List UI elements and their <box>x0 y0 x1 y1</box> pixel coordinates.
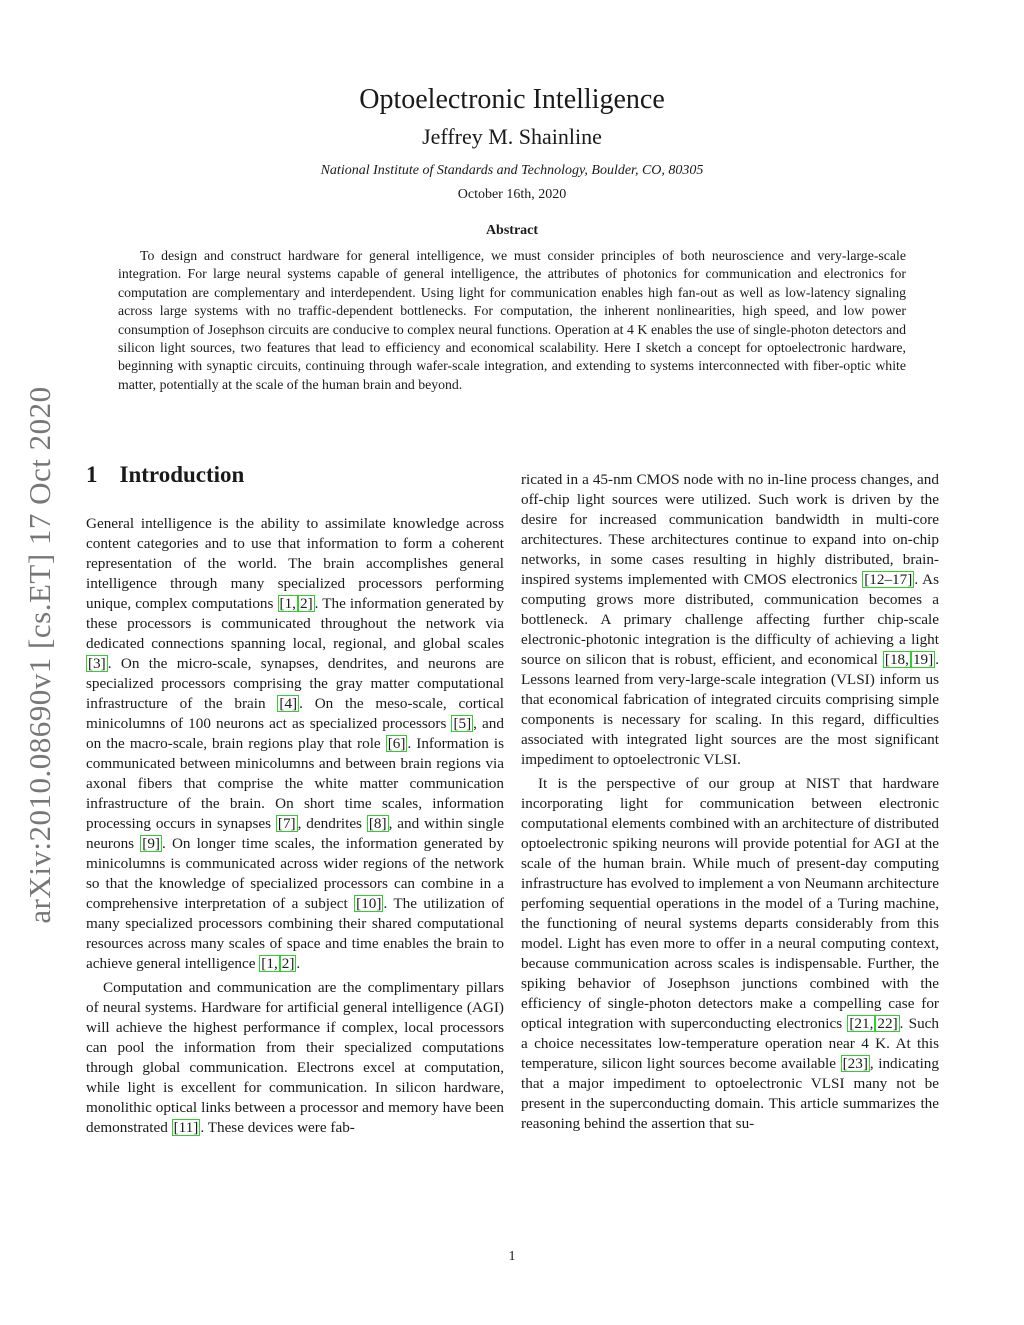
citation-link[interactable]: [1, <box>261 955 278 972</box>
citation-link[interactable]: 2] <box>281 955 295 972</box>
citation-link[interactable]: 19] <box>912 651 934 668</box>
paper-title: Optoelectronic Intelligence <box>359 84 665 115</box>
citation-link[interactable]: 2] <box>299 595 313 612</box>
citation-link[interactable]: [12–17] <box>864 571 913 588</box>
paragraph-text: ricated in a 45-nm CMOS node with no in-line process changes, and off-chip light sources were utilized. Such work is driven by the desire for increased communication bandwidth in multi-core architectures. These architectures continue to expand into on-chip networks, in some cases resulting in highly distributed, brain-inspired systems implemented with CMOS electronics <box>521 471 939 588</box>
paragraph <box>86 514 504 974</box>
paragraph-text: . On the meso-scale, cortical minicolumns of 100 neurons act as specialized processors <box>86 695 504 732</box>
citation-link[interactable]: [21, <box>849 1015 874 1032</box>
paragraph-text: , and on the macro-scale, brain regions play that role <box>86 715 504 752</box>
paragraph-text: . These devices were fab- <box>200 1119 355 1136</box>
paragraph-text: , dendrites <box>297 815 367 832</box>
author-name: Jeffrey M. Shainline <box>422 124 602 149</box>
section-title: Introduction <box>119 462 245 487</box>
paragraph <box>521 470 939 770</box>
citation-link[interactable]: [23] <box>842 1055 868 1072</box>
citation-link[interactable]: [6] <box>387 735 406 752</box>
paragraph-text: Computation and communication are the complimentary pillars of neural systems. Hardware for artificial general intelligence (AGI) will achieve the highest performance if complex, local processors can pool the information from their specialized computations through global communication. Electrons excel at computation, while light is excellent for communication. In silicon hardware, monolithic optical links between a processor and memory have been demonstrated <box>86 979 504 1136</box>
paragraph-text: . Such a choice necessitates low-temperature operation near 4 K. At this temperature, silicon light sources become available <box>521 1015 940 1072</box>
abstract-text: To design and construct hardware for general intelligence, we must consider principles of both neuroscience and very-large-scale integration. For large neural systems capable of general intelligence, the attributes of photonics for communication and electronics for computation are complementary and interdependent. Using light for communication enables high fan-out as well as low-latency signaling across large systems with no traffic-dependent bottlenecks. For computation, the inherent nonlinearities, high speed, and low power consumption of Josephson circuits are conducive to complex neural functions. Operation at 4 K enables the use of single-photon detectors and silicon light sources, two features that lead to efficiency and economical scalability. Here I sketch a concept for optoelectronic hardware, beginning with synaptic circuits, continuing through wafer-scale integration, and extending to systems interconnected with fiber-optic white matter, potentially at the scale of the human brain and beyond. <box>118 248 906 392</box>
paper-date: October 16th, 2020 <box>457 187 567 202</box>
paragraph-text: . Lessons learned from very-large-scale integration (VLSI) inform us that economical fabrication of integrated circuits comprising simple components is necessary for scaling. In this regard, difficulties associated with integrated light sources are the most significant impediment to optoelectronic VLSI. <box>521 651 939 768</box>
paragraph-text: . On the micro-scale, synapses, dendrites, and neurons are specialized processors comprising the gray matter computational infrastructure of the brain <box>86 655 504 712</box>
paragraph-text: It is the perspective of our group at NIST that hardware incorporating light for communication between electronic computational elements combined with an architecture of distributed optoelectronic spiking neurons will provide potential for AGI at the scale of the human brain. While much of present-day computing infrastructure has evolved to implement a von Neumann architecture perfoming sequential operations in the model of a Turing machine, the functioning of neural systems departs considerably from this model. Light has even more to offer in a neural computing context, because communication across scales is indispensable. Further, the spiking behavior of Josephson junctions combined with the efficiency of single-photon detectors make a compelling case for optical integration with superconducting electronics <box>521 775 939 1032</box>
abstract-heading: Abstract <box>485 223 539 238</box>
right-column <box>521 470 939 1134</box>
citation-link[interactable]: [10] <box>356 895 382 912</box>
section-number: 1 <box>86 462 98 487</box>
page-number: 1 <box>508 1249 516 1264</box>
paragraph-text: . <box>296 955 301 972</box>
citation-link[interactable]: 22] <box>877 1015 898 1032</box>
paragraph-text: General intelligence is the ability to assimilate knowledge across content categories and to use that information to form a coherent representation of the world. The brain accomplishes general intelligence through many specialized processors performing unique, complex computations <box>86 515 504 612</box>
paragraph <box>86 978 504 1138</box>
arxiv-identifier-stamp: arXiv:2010.08690v1 [cs.ET] 17 Oct 2020 <box>22 386 57 924</box>
citation-link[interactable]: [7] <box>277 815 296 832</box>
citation-link[interactable]: [9] <box>142 835 160 852</box>
paragraph-text: . As computing grows more distributed, communication becomes a bottleneck. A primary challenge affecting further chip-scale electronic-photonic integration is the difficulty of achieving a light source on silicon that is robust, efficient, and economical <box>521 571 939 668</box>
paragraph-text: . On longer time scales, the information generated by minicolumns is communicated across wider regions of the network so that the knowledge of specialized processors can combine in a comprehensive interpretation of a subject <box>86 835 504 912</box>
citation-link[interactable]: [1, <box>279 595 296 612</box>
citation-link[interactable]: [8] <box>368 815 387 832</box>
citation-link[interactable]: [3] <box>88 655 106 672</box>
author-affiliation: National Institute of Standards and Technology, Boulder, CO, 80305 <box>320 163 704 178</box>
paragraph-text: . The information generated by these processors is communicated throughout the network via dedicated connections spanning local, regional, and global scales <box>86 595 505 652</box>
left-column <box>86 514 504 1138</box>
section-heading <box>86 462 244 488</box>
citation-link[interactable]: [4] <box>279 695 298 712</box>
citation-link[interactable]: [5] <box>453 715 472 732</box>
paragraph <box>521 774 939 1134</box>
paragraph-text: , and within single neurons <box>86 815 504 852</box>
citation-link[interactable]: [18, <box>884 651 909 668</box>
paragraph-text: . The utilization of many specialized processors combining their shared computational resources across many scales of space and time enables the brain to achieve general intelligence <box>86 895 505 972</box>
paragraph-text: . Information is communicated between minicolumns and between brain regions via axonal fibers that comprise the white matter communication infrastructure of the brain. On short time scales, information processing occurs in synapses <box>86 735 504 832</box>
paragraph-text: , indicating that a major impediment to optoelectronic VLSI many not be present in the superconducting domain. This article summarizes the reasoning behind the assertion that su- <box>521 1055 939 1132</box>
citation-link[interactable]: [11] <box>173 1119 199 1136</box>
